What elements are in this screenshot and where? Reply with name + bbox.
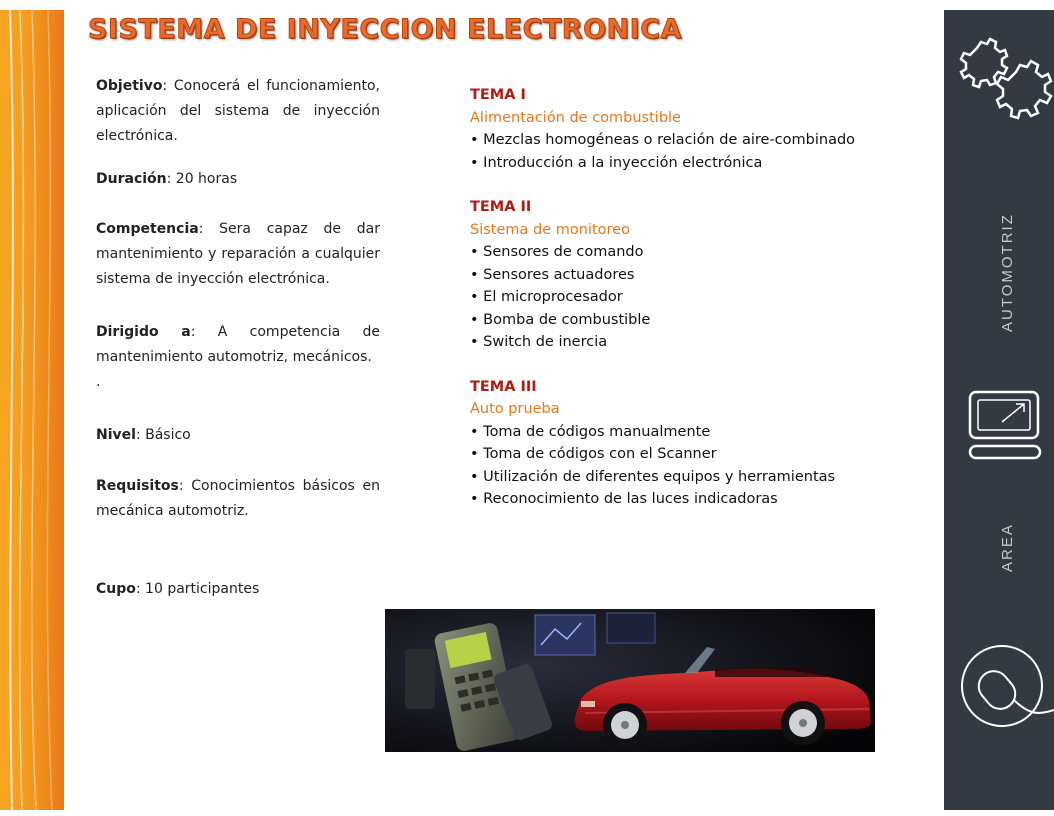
nivel-label: Nivel bbox=[96, 427, 136, 443]
list-item: • Switch de inercia bbox=[470, 331, 910, 354]
nivel-text: : Básico bbox=[135, 427, 191, 443]
tema-subtitle: Sistema de monitoreo bbox=[470, 221, 630, 238]
gears-icon bbox=[961, 39, 1051, 118]
competencia-label: Competencia bbox=[96, 221, 199, 237]
sidebar-label-area: AREA bbox=[999, 523, 1016, 572]
tema-3 bbox=[470, 376, 910, 511]
car-illustration bbox=[385, 609, 875, 752]
list-item: • Toma de códigos manualmente bbox=[470, 421, 910, 444]
list-item: • Utilización de diferentes equipos y herramientas bbox=[470, 466, 910, 489]
cupo-block bbox=[96, 577, 380, 602]
cupo-text: : 10 participantes bbox=[135, 581, 260, 597]
competencia-text: : Sera capaz de dar mantenimiento y reparación a cualquier sistema de inyección electrónica. bbox=[96, 221, 380, 287]
list-item: • Introducción a la inyección electrónica bbox=[470, 152, 910, 175]
sidebar-label-automotriz: AUTOMOTRIZ bbox=[999, 213, 1016, 332]
dirigido-text: : A competencia de mantenimiento automotriz, mecánicos. bbox=[96, 324, 381, 365]
cupo-label: Cupo bbox=[96, 581, 136, 597]
requisitos-label: Requisitos bbox=[96, 478, 179, 494]
objetivo-block bbox=[96, 74, 380, 149]
list-item: • El microprocesador bbox=[470, 286, 910, 309]
tema-1 bbox=[470, 84, 910, 174]
requisitos-block bbox=[96, 474, 380, 524]
left-decorative-stripe bbox=[0, 10, 64, 810]
competencia-block bbox=[96, 217, 380, 292]
nivel-block bbox=[96, 423, 380, 448]
stripe-curves bbox=[0, 10, 64, 810]
tema-subtitle: Auto prueba bbox=[470, 401, 560, 417]
duracion-label: Duración bbox=[96, 171, 167, 187]
list-item: • Bomba de combustible bbox=[470, 309, 910, 332]
tema-title: TEMA I bbox=[470, 87, 526, 103]
dirigido-label: Dirigido a bbox=[96, 324, 191, 340]
right-sidebar bbox=[944, 10, 1054, 810]
tema-title: TEMA II bbox=[470, 199, 532, 215]
tema-title: TEMA III bbox=[470, 378, 537, 395]
list-item: • Sensores actuadores bbox=[470, 264, 910, 287]
dot-line: . bbox=[96, 374, 101, 390]
sidebar-icons bbox=[944, 10, 1054, 810]
car-scanner-image bbox=[385, 609, 875, 752]
mouse-icon bbox=[962, 646, 1054, 726]
dirigido-block bbox=[96, 320, 380, 395]
tema-subtitle: Alimentación de combustible bbox=[470, 109, 681, 126]
page-title: SISTEMA DE INYECCION ELECTRONICA bbox=[88, 14, 682, 45]
list-item: • Mezclas homogéneas o relación de aire-combinado bbox=[470, 129, 910, 152]
monitor-icon bbox=[970, 392, 1040, 458]
list-item: • Reconocimiento de las luces indicadoras bbox=[470, 488, 910, 511]
list-item: • Sensores de comando bbox=[470, 241, 910, 264]
tema-2 bbox=[470, 196, 910, 354]
list-item: • Toma de códigos con el Scanner bbox=[470, 443, 910, 466]
objetivo-text: : Conocerá el funcionamiento, aplicación del sistema de inyección electrónica. bbox=[96, 78, 380, 144]
duracion-text: : 20 horas bbox=[166, 171, 238, 187]
objetivo-label: Objetivo bbox=[96, 78, 163, 94]
topics-list bbox=[470, 84, 910, 533]
duracion-block bbox=[96, 167, 380, 192]
requisitos-text: : Conocimientos básicos en mecánica automotriz. bbox=[96, 478, 380, 519]
